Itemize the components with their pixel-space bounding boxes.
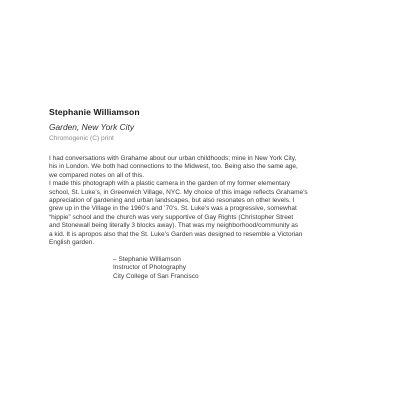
signature-institution: City College of San Francisco xyxy=(113,272,199,280)
signature-role: Instructor of Photography xyxy=(113,264,186,272)
artwork-medium: Chromogenic (C) print xyxy=(49,135,114,142)
statement-line: we compared notes on all of this. xyxy=(49,171,145,179)
statement-line: I had conversations with Grahame about our urban childhoods; mine in New York City, xyxy=(49,155,297,162)
statement-line: appreciation of gardening and urban landscapes, but also resonates on other levels. I xyxy=(49,197,295,205)
statement-line: his in London. We both had connections to the Midwest, too. Being also the same age, xyxy=(49,163,298,171)
artist-statement xyxy=(49,155,359,247)
artist-name: Stephanie Williamson xyxy=(49,107,140,117)
statement-line: a kid. It is apropos also that the St. Luke’s Garden was designed to resemble a Victorian xyxy=(49,230,303,238)
statement-line: and Stonewall being literally 3 blocks away). That was my neighborhood/community as xyxy=(49,222,299,230)
statement-line: I made this photograph with a plastic camera in the garden of my former elementary xyxy=(49,180,290,188)
signature-block xyxy=(113,256,199,281)
statement-line: grew up in the Village in the 1960’s and ’70’s. St. Luke’s was a progressive, somewhat xyxy=(49,205,297,213)
artwork-title: Garden, New York City xyxy=(49,122,135,132)
statement-line: English garden. xyxy=(49,239,95,247)
statement-line: “hippie” school and the church was very supportive of Gay Rights (Christopher Street xyxy=(49,213,294,221)
statement-line: school, St. Luke’s, in Greenwich Village, NYC. My choice of this image reflects Grahame’s xyxy=(49,188,308,196)
signature-name: – Stephanie Williamson xyxy=(113,256,181,263)
